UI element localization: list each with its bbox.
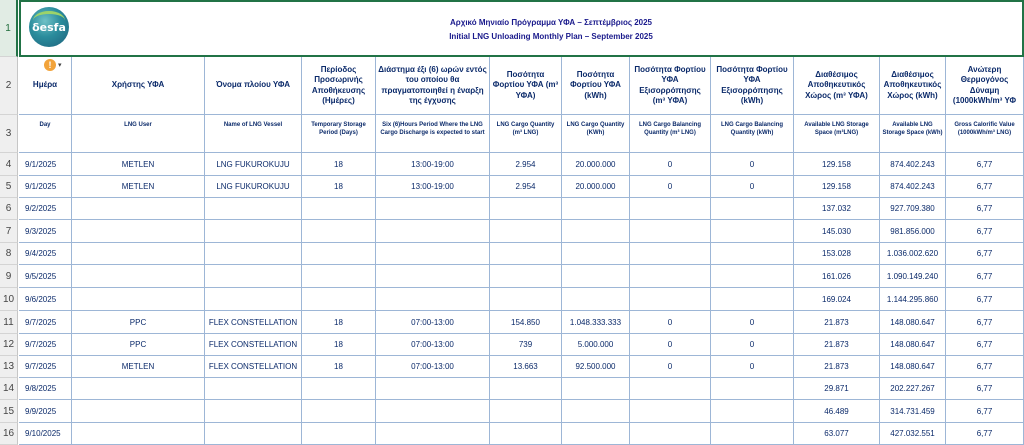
table-cell[interactable]: 6,77	[946, 311, 1024, 334]
table-cell[interactable]: 6,77	[946, 198, 1024, 220]
table-cell[interactable]: 2.954	[490, 153, 562, 176]
table-cell[interactable]	[376, 288, 490, 311]
header-english-0[interactable]: Day	[19, 115, 72, 153]
table-cell[interactable]: 63.077	[794, 423, 880, 445]
row-header-1[interactable]: 1	[0, 0, 18, 57]
row-header-13[interactable]: 13	[0, 356, 18, 378]
header-greek-10[interactable]: Διαθέσιμος Αποθηκευτικός Χώρος (kWh)	[880, 57, 946, 115]
table-cell[interactable]: 1.048.333.333	[562, 311, 630, 334]
table-cell[interactable]: 9/10/2025	[19, 423, 72, 445]
table-cell[interactable]: 6,77	[946, 265, 1024, 288]
table-cell[interactable]: FLEX CONSTELLATION	[205, 356, 302, 378]
table-cell[interactable]: 9/5/2025	[19, 265, 72, 288]
table-cell[interactable]: 1.036.002.620	[880, 243, 946, 265]
table-cell[interactable]	[302, 198, 376, 220]
table-cell[interactable]	[302, 400, 376, 423]
table-cell[interactable]: 9/8/2025	[19, 378, 72, 400]
table-cell[interactable]	[376, 243, 490, 265]
table-cell[interactable]: 6,77	[946, 334, 1024, 356]
table-cell[interactable]: 9/2/2025	[19, 198, 72, 220]
table-cell[interactable]	[72, 220, 205, 243]
row-header-7[interactable]: 7	[0, 220, 18, 243]
table-cell[interactable]	[376, 198, 490, 220]
table-cell[interactable]	[72, 243, 205, 265]
table-cell[interactable]: 6,77	[946, 176, 1024, 198]
table-cell[interactable]: METLEN	[72, 356, 205, 378]
table-cell[interactable]: 0	[630, 334, 711, 356]
table-cell[interactable]	[302, 243, 376, 265]
header-greek-2[interactable]: Όνομα πλοίου ΥΦΑ	[205, 57, 302, 115]
table-cell[interactable]: PPC	[72, 311, 205, 334]
table-cell[interactable]	[562, 265, 630, 288]
table-cell[interactable]	[490, 198, 562, 220]
table-cell[interactable]	[490, 423, 562, 445]
table-cell[interactable]	[72, 378, 205, 400]
table-cell[interactable]	[302, 265, 376, 288]
header-english-6[interactable]: LNG Cargo Quantity (KWh)	[562, 115, 630, 153]
table-cell[interactable]	[711, 220, 794, 243]
table-cell[interactable]	[376, 400, 490, 423]
table-cell[interactable]	[376, 378, 490, 400]
row-header-15[interactable]: 15	[0, 400, 18, 423]
row-header-4[interactable]: 4	[0, 153, 18, 176]
header-greek-0[interactable]: Ημέρα	[19, 57, 72, 115]
header-greek-6[interactable]: Ποσότητα Φορτίου ΥΦΑ (kWh)	[562, 57, 630, 115]
table-cell[interactable]	[72, 423, 205, 445]
row-header-3[interactable]: 3	[0, 115, 18, 153]
table-cell[interactable]: 314.731.459	[880, 400, 946, 423]
table-cell[interactable]: 153.028	[794, 243, 880, 265]
table-cell[interactable]	[205, 265, 302, 288]
table-cell[interactable]: 0	[630, 311, 711, 334]
table-cell[interactable]	[490, 220, 562, 243]
table-cell[interactable]: 13:00-19:00	[376, 153, 490, 176]
warning-icon[interactable]: !	[44, 59, 56, 71]
table-cell[interactable]	[562, 243, 630, 265]
logo-arc	[33, 11, 65, 30]
header-english-11[interactable]: Gross Calorific Value (1000kWh/m³ LNG)	[946, 115, 1024, 153]
table-cell[interactable]	[302, 220, 376, 243]
table-cell[interactable]	[630, 243, 711, 265]
table-cell[interactable]: 07:00-13:00	[376, 356, 490, 378]
table-cell[interactable]: 07:00-13:00	[376, 311, 490, 334]
table-cell[interactable]: 1.090.149.240	[880, 265, 946, 288]
table-cell[interactable]: 21.873	[794, 356, 880, 378]
title-greek: Αρχικό Μηνιαίο Πρόγραμμα ΥΦΑ – Σεπτέμβριος 2025	[449, 18, 653, 27]
table-cell[interactable]: 20.000.000	[562, 176, 630, 198]
table-cell[interactable]: 427.032.551	[880, 423, 946, 445]
table-cell[interactable]	[711, 423, 794, 445]
table-cell[interactable]: 9/1/2025	[19, 176, 72, 198]
table-cell[interactable]	[562, 288, 630, 311]
table-cell[interactable]	[376, 265, 490, 288]
table-cell[interactable]	[630, 220, 711, 243]
table-cell[interactable]	[205, 220, 302, 243]
table-cell[interactable]: 169.024	[794, 288, 880, 311]
table-cell[interactable]: 29.871	[794, 378, 880, 400]
table-cell[interactable]	[630, 198, 711, 220]
table-cell[interactable]: 6,77	[946, 423, 1024, 445]
table-cell[interactable]: 981.856.000	[880, 220, 946, 243]
table-cell[interactable]	[630, 423, 711, 445]
table-cell[interactable]	[711, 243, 794, 265]
table-cell[interactable]	[490, 400, 562, 423]
chevron-down-icon[interactable]: ▾	[58, 62, 62, 69]
header-greek-7[interactable]: Ποσότητα Φορτίου ΥΦΑ Εξισορρόπησης (m³ ΥΦΑ)	[630, 57, 711, 115]
title-cell[interactable]	[19, 0, 1024, 57]
header-english-3[interactable]: Temporary Storage Period (Days)	[302, 115, 376, 153]
table-cell[interactable]: 21.873	[794, 311, 880, 334]
table-cell[interactable]: 0	[711, 153, 794, 176]
header-english-1[interactable]: LNG User	[72, 115, 205, 153]
logo-text: δesfa	[32, 20, 66, 34]
table-cell[interactable]	[205, 400, 302, 423]
table-cell[interactable]	[630, 400, 711, 423]
header-english-4[interactable]: Six (6)Hours Period Where the LNG Cargo Discharge is expected to start	[376, 115, 490, 153]
table-cell[interactable]	[711, 288, 794, 311]
table-cell[interactable]	[205, 288, 302, 311]
table-cell[interactable]: 874.402.243	[880, 153, 946, 176]
table-cell[interactable]: 6,77	[946, 220, 1024, 243]
table-cell[interactable]: METLEN	[72, 153, 205, 176]
row-header-6[interactable]: 6	[0, 198, 18, 220]
row-header-12[interactable]: 12	[0, 334, 18, 356]
table-cell[interactable]	[205, 198, 302, 220]
row-header-9[interactable]: 9	[0, 265, 18, 288]
table-cell[interactable]: 9/7/2025	[19, 311, 72, 334]
table-cell[interactable]: 13.663	[490, 356, 562, 378]
table-cell[interactable]: FLEX CONSTELLATION	[205, 334, 302, 356]
table-cell[interactable]: 161.026	[794, 265, 880, 288]
header-greek-11[interactable]: Ανώτερη Θερμογόνος Δύναμη (1000kWh/m³ ΥΦ	[946, 57, 1024, 115]
header-english-2[interactable]: Name of LNG Vessel	[205, 115, 302, 153]
table-cell[interactable]	[205, 423, 302, 445]
table-cell[interactable]	[711, 378, 794, 400]
table-cell[interactable]: 6,77	[946, 400, 1024, 423]
table-cell[interactable]: 07:00-13:00	[376, 334, 490, 356]
table-cell[interactable]	[490, 265, 562, 288]
table-cell[interactable]: 18	[302, 153, 376, 176]
row-header-5[interactable]: 5	[0, 176, 18, 198]
header-english-9[interactable]: Available LNG Storage Space (m³LNG)	[794, 115, 880, 153]
table-cell[interactable]: 137.032	[794, 198, 880, 220]
table-cell[interactable]	[711, 198, 794, 220]
table-cell[interactable]: 154.850	[490, 311, 562, 334]
table-cell[interactable]: 9/7/2025	[19, 334, 72, 356]
table-cell[interactable]: 0	[630, 176, 711, 198]
header-greek-8[interactable]: Ποσότητα Φορτίου ΥΦΑ Εξισορρόπησης (kWh)	[711, 57, 794, 115]
table-cell[interactable]: 148.080.647	[880, 311, 946, 334]
table-cell[interactable]: 0	[711, 356, 794, 378]
table-cell[interactable]: 18	[302, 356, 376, 378]
table-cell[interactable]	[630, 288, 711, 311]
table-cell[interactable]: 129.158	[794, 176, 880, 198]
table-cell[interactable]: 0	[630, 153, 711, 176]
table-cell[interactable]: 874.402.243	[880, 176, 946, 198]
table-cell[interactable]: 9/6/2025	[19, 288, 72, 311]
table-cell[interactable]: 13:00-19:00	[376, 176, 490, 198]
table-cell[interactable]: 6,77	[946, 288, 1024, 311]
row-header-16[interactable]: 16	[0, 423, 18, 445]
table-cell[interactable]: 148.080.647	[880, 334, 946, 356]
table-cell[interactable]: 5.000.000	[562, 334, 630, 356]
table-cell[interactable]	[490, 288, 562, 311]
table-cell[interactable]: 18	[302, 311, 376, 334]
table-cell[interactable]	[72, 265, 205, 288]
row-header-8[interactable]: 8	[0, 243, 18, 265]
table-cell[interactable]: 129.158	[794, 153, 880, 176]
table-cell[interactable]: 0	[630, 356, 711, 378]
row-header-2[interactable]: 2	[0, 57, 18, 115]
table-cell[interactable]: 46.489	[794, 400, 880, 423]
table-cell[interactable]: 9/4/2025	[19, 243, 72, 265]
table-cell[interactable]: 1.144.295.860	[880, 288, 946, 311]
header-greek-3[interactable]: Περίοδος Προσωρινής Αποθήκευσης (Ημέρες)	[302, 57, 376, 115]
table-cell[interactable]: 6,77	[946, 378, 1024, 400]
table-cell[interactable]: 18	[302, 176, 376, 198]
table-cell[interactable]	[630, 265, 711, 288]
table-cell[interactable]	[376, 220, 490, 243]
table-cell[interactable]	[205, 243, 302, 265]
header-greek-4[interactable]: Διάστημα έξι (6) ωρών εντός του οποίου θα πραγματοποιηθεί η έναρξη της έγχυσης	[376, 57, 490, 115]
table-cell[interactable]	[302, 423, 376, 445]
table-cell[interactable]: 9/7/2025	[19, 356, 72, 378]
table-cell[interactable]	[562, 378, 630, 400]
table-cell[interactable]: 18	[302, 334, 376, 356]
table-cell[interactable]: 2.954	[490, 176, 562, 198]
table-cell[interactable]: 202.227.267	[880, 378, 946, 400]
table-cell[interactable]: 739	[490, 334, 562, 356]
header-greek-9[interactable]: Διαθέσιμος Αποθηκευτικός Χώρος (m³ ΥΦΑ)	[794, 57, 880, 115]
table-cell[interactable]	[490, 378, 562, 400]
table-cell[interactable]: PPC	[72, 334, 205, 356]
row-header-14[interactable]: 14	[0, 378, 18, 400]
table-cell[interactable]: 0	[711, 334, 794, 356]
table-cell[interactable]: 20.000.000	[562, 153, 630, 176]
table-cell[interactable]: 6,77	[946, 153, 1024, 176]
table-cell[interactable]: 6,77	[946, 243, 1024, 265]
header-greek-1[interactable]: Χρήστης ΥΦΑ	[72, 57, 205, 115]
table-cell[interactable]: 0	[711, 176, 794, 198]
header-english-8[interactable]: LNG Cargo Balancing Quantity (kWh)	[711, 115, 794, 153]
row-header-10[interactable]: 10	[0, 288, 18, 311]
table-cell[interactable]	[562, 423, 630, 445]
table-cell[interactable]: 0	[711, 311, 794, 334]
header-english-10[interactable]: Available LNG Storage Space (kWh)	[880, 115, 946, 153]
table-cell[interactable]: 148.080.647	[880, 356, 946, 378]
table-cell[interactable]	[630, 378, 711, 400]
table-cell[interactable]: 927.709.380	[880, 198, 946, 220]
table-cell[interactable]	[711, 400, 794, 423]
table-cell[interactable]	[205, 378, 302, 400]
table-cell[interactable]	[72, 400, 205, 423]
table-cell[interactable]: LNG FUKUROKUJU	[205, 153, 302, 176]
table-cell[interactable]	[562, 220, 630, 243]
table-cell[interactable]: 9/3/2025	[19, 220, 72, 243]
table-cell[interactable]	[302, 378, 376, 400]
table-cell[interactable]: 6,77	[946, 356, 1024, 378]
table-cell[interactable]	[490, 243, 562, 265]
table-cell[interactable]: METLEN	[72, 176, 205, 198]
table-cell[interactable]: 21.873	[794, 334, 880, 356]
table-cell[interactable]: 9/1/2025	[19, 153, 72, 176]
header-english-5[interactable]: LNG Cargo Quantity (m³ LNG)	[490, 115, 562, 153]
header-greek-5[interactable]: Ποσότητα Φορτίου ΥΦΑ (m³ ΥΦΑ)	[490, 57, 562, 115]
header-english-7[interactable]: LNG Cargo Balancing Quantity (m³ LNG)	[630, 115, 711, 153]
table-cell[interactable]: 92.500.000	[562, 356, 630, 378]
title-english: Initial LNG Unloading Monthly Plan – September 2025	[449, 32, 653, 41]
table-cell[interactable]	[711, 265, 794, 288]
table-cell[interactable]: LNG FUKUROKUJU	[205, 176, 302, 198]
table-cell[interactable]	[376, 423, 490, 445]
table-cell[interactable]: 145.030	[794, 220, 880, 243]
table-cell[interactable]: 9/9/2025	[19, 400, 72, 423]
table-cell[interactable]	[72, 288, 205, 311]
table-cell[interactable]: FLEX CONSTELLATION	[205, 311, 302, 334]
table-cell[interactable]	[562, 400, 630, 423]
table-cell[interactable]	[302, 288, 376, 311]
table-cell[interactable]	[72, 198, 205, 220]
table-cell[interactable]	[562, 198, 630, 220]
desfa-logo	[29, 7, 69, 47]
row-header-11[interactable]: 11	[0, 311, 18, 334]
